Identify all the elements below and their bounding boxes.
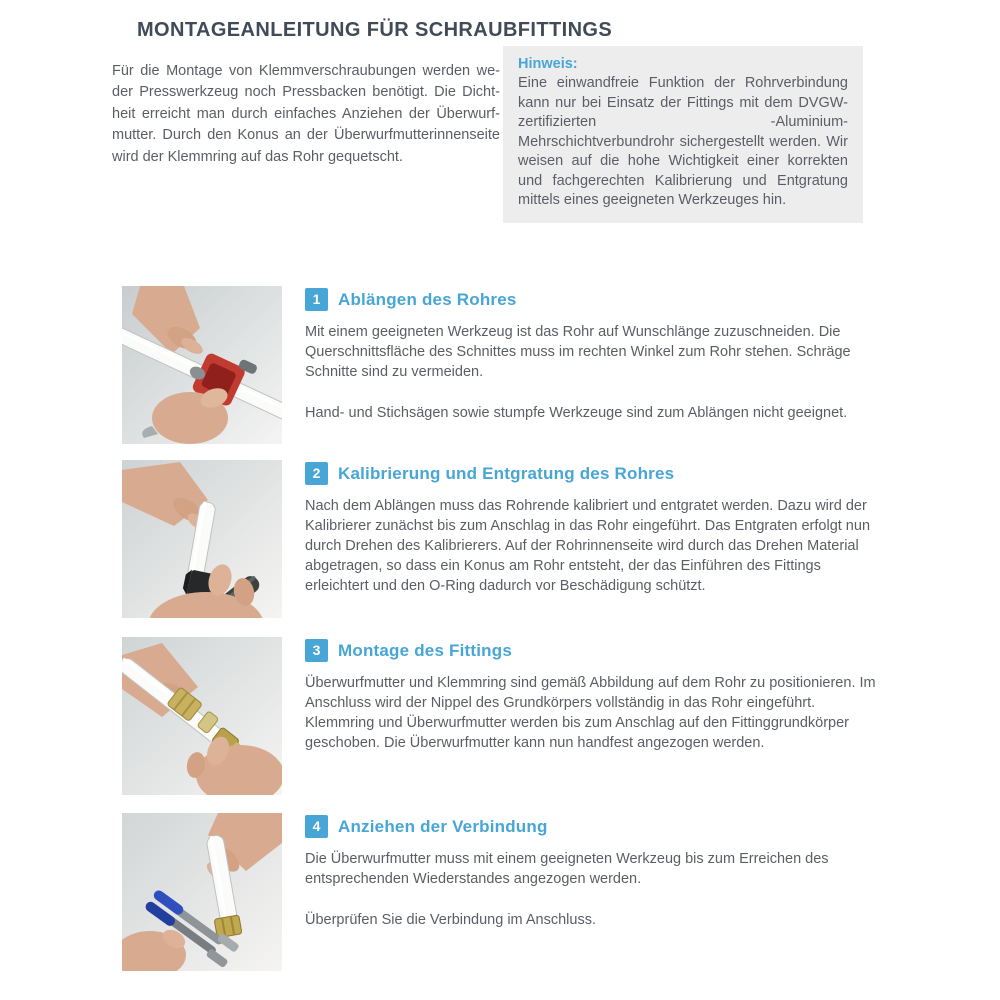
step-2-section — [305, 462, 877, 596]
hinweis-label: Hinweis: — [518, 56, 578, 72]
step-2-number-badge: 2 — [305, 462, 328, 485]
step-1-title: Ablängen des Rohres — [338, 289, 517, 309]
hinweis-note-box — [503, 46, 863, 223]
step-3-header — [305, 639, 877, 662]
fitting-assembly-photo — [122, 637, 282, 795]
step-1-section — [305, 288, 877, 423]
pipe-cutting-photo — [122, 286, 282, 444]
hinweis-text: Eine einwandfreie Funktion der Rohrverbindung kann nur bei Einsatz der Fittings mit dem DVGW-zertifizierten -Aluminium-Mehrschichtverbundrohr sichergestellt werden. Wir weisen auf die hohe Wichtigkeit einer korrekten und fachgerechten Kalibrierung und Entgratung mittels eines geeigneten Werkzeuges hin. — [518, 75, 848, 208]
step-1-number-badge: 1 — [305, 288, 328, 311]
page-title: MONTAGEANLEITUNG FÜR SCHRAUBFITTINGS — [137, 19, 613, 42]
step-3-number-badge: 3 — [305, 639, 328, 662]
step-1-header — [305, 288, 877, 311]
step-4-number-badge: 4 — [305, 815, 328, 838]
step-4-section — [305, 815, 877, 930]
step-4-paragraph: Die Überwurfmutter muss mit einem geeigneten Werkzeug bis zum Erreichen des entsprechenden Wiederstandes angezogen werden. — [305, 851, 829, 887]
pipe-calibration-photo — [122, 460, 282, 618]
step-2-paragraph: Nach dem Ablängen muss das Rohrende kalibriert und entgratet werden. Dazu wird der Kalibrierer zunächst bis zum Anschlag in das Rohr eingeführt. Das Entgraten erfolgt nun durch Drehen des Kalibrierers. Auf der Rohrinnenseite wird durch das Drehen Material abgetragen, so dass ein Konus am Rohr entsteht, der das Einführen des Fittings erleichtert und den O-Ring dadurch vor Beschädigung schützt. — [305, 498, 871, 594]
step-3-title: Montage des Fittings — [338, 640, 512, 660]
intro-paragraph: Für die Montage von Klemmverschraubungen werden weder Presswerkzeug noch Pressbacken benötigt. Die Dichtheit erreicht man durch einfaches Anziehen der Überwurfmutter. Durch den Konus an der Überwurfmutterinnenseite wird der Klemmring auf das Rohr gequetscht. — [112, 62, 500, 165]
step-2-title: Kalibrierung und Entgratung des Rohres — [338, 463, 675, 483]
step-2-header — [305, 462, 877, 485]
step-3-section — [305, 639, 877, 753]
tightening-photo — [122, 813, 282, 971]
step-4-paragraph: Überprüfen Sie die Verbindung im Anschluss. — [305, 912, 596, 928]
step-1-paragraph: Hand- und Stichsägen sowie stumpfe Werkzeuge sind zum Ablängen nicht geeignet. — [305, 405, 848, 421]
step-4-title: Anziehen der Verbindung — [338, 816, 548, 836]
step-3-paragraph: Überwurfmutter und Klemmring sind gemäß Abbildung auf dem Rohr zu positionieren. Im Anschluss wird der Nippel des Grundkörpers vollständig in das Rohr eingeführt. Klemmring und Überwurfmutter werden bis zum Anschlag auf den Fittinggrundkörper geschoben. Die Überwurfmutter kann nun handfest angezogen werden. — [305, 675, 876, 751]
step-1-paragraph: Mit einem geeigneten Werkzeug ist das Rohr auf Wunschlänge zuzuschneiden. Die Querschnittsfläche des Schnittes muss im rechten Winkel zum Rohr stehen. Schräge Schnitte sind zu vermeiden. — [305, 324, 851, 380]
brass-fitting — [214, 915, 242, 938]
step-4-header — [305, 815, 877, 838]
